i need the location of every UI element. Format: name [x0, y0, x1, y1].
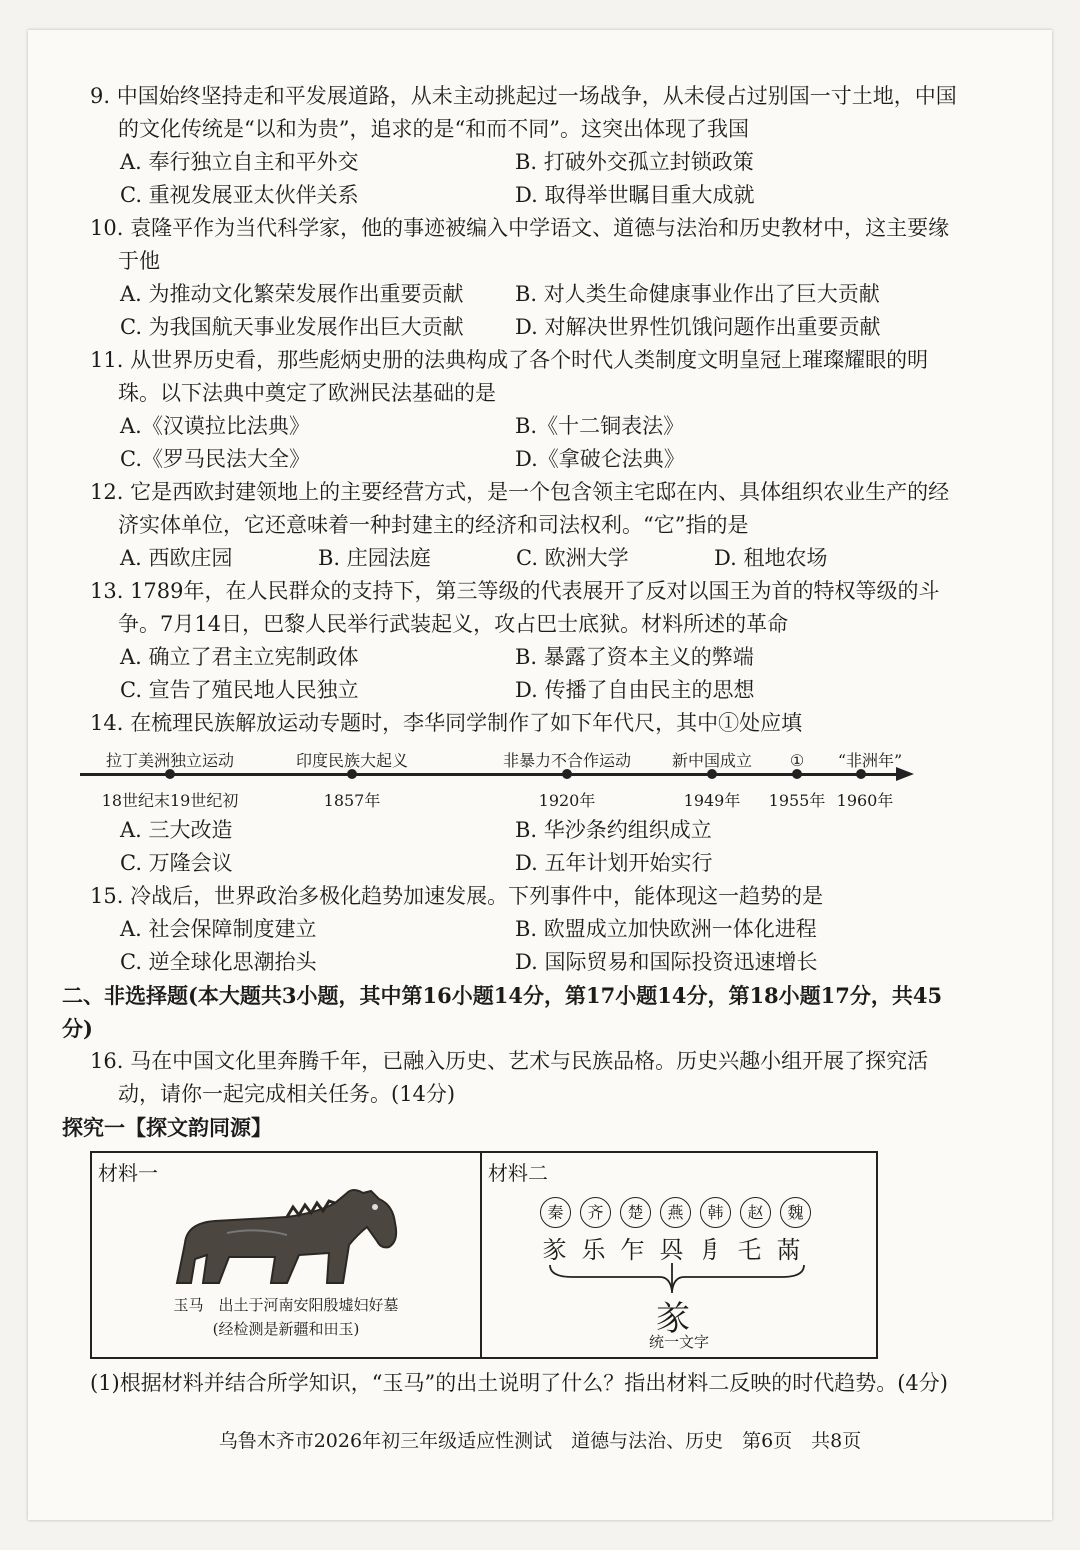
material-one-caption: [92, 1293, 480, 1341]
timeline-event: “非洲年”: [837, 751, 903, 770]
material-title: 材料一: [98, 1161, 158, 1185]
option-a: A.《汉谟拉比法典》: [120, 414, 310, 438]
option-b: B. 暴露了资本主义的弊端: [515, 645, 754, 669]
question-text: (1)根据材料并结合所学知识，“玉马”的出土说明了什么？指出材料二反映的时代趋势。(4分): [90, 1371, 948, 1395]
material-two: [482, 1153, 876, 1357]
option-d: D. 对解决世界性饥饿问题作出重要贡献: [515, 315, 881, 339]
glyph: 乇: [737, 1236, 762, 1264]
timeline-year: 1960年: [836, 791, 894, 810]
question-13: [90, 575, 970, 707]
options: [90, 278, 970, 344]
timeline-event: 印度民族大起义: [295, 751, 409, 770]
option-d: D. 取得举世瞩目重大成就: [515, 183, 755, 207]
question-10: [90, 212, 970, 344]
option-d: D. 传播了自由民主的思想: [515, 678, 755, 702]
question-text: 13. 1789年，在人民群众的支持下，第三等级的代表展开了反对以国王为首的特权等级的斗争。7月14日，巴黎人民举行武装起义，攻占巴士底狱。材料所述的革命: [90, 579, 940, 636]
merge-brace: [542, 1263, 812, 1293]
option-b: B. 对人类生命健康事业作出了巨大贡献: [515, 282, 880, 306]
option-c: C.《罗马民法大全》: [120, 447, 310, 471]
timeline-event: 非暴力不合作运动: [502, 751, 632, 770]
question-text: 9. 中国始终坚持走和平发展道路，从未主动挑起过一场战争，从未侵占过别国一寸土地，中国的文化传统是“以和为贵”，追求的是“和而不同”。这突出体现了我国: [90, 84, 957, 141]
state-name: 齐: [580, 1197, 611, 1228]
options: [90, 542, 970, 575]
glyph: 㐆: [698, 1236, 723, 1264]
options: [90, 913, 970, 979]
option-d: D. 租地农场: [714, 546, 828, 570]
question-text: 14. 在梳理民族解放运动专题时，李华同学制作了如下年代尺，其中①处应填: [90, 711, 803, 735]
question-text: 12. 它是西欧封建领地上的主要经营方式，是一个包含领主宅邸在内、具体组织农业生产的经济实体单位，它还意味着一种封建主的经济和司法权利。“它”指的是: [90, 480, 950, 537]
option-c: C. 宣告了殖民地人民独立: [120, 678, 359, 702]
glyph: 㒸: [542, 1236, 567, 1264]
question-16-1: [90, 1367, 970, 1400]
caption-line: (经检测是新疆和田玉): [212, 1320, 360, 1338]
jade-horse-image: [167, 1183, 407, 1291]
material-two-caption: 统一文字: [648, 1333, 709, 1351]
option-a: A. 三大改造: [120, 818, 233, 842]
unified-glyph: 㒸: [656, 1299, 690, 1339]
material-one: [92, 1153, 482, 1357]
timeline-year: 1920年: [538, 791, 596, 810]
option-a: A. 为推动文化繁荣发展作出重要贡献: [120, 282, 464, 306]
option-d: D.《拿破仑法典》: [515, 447, 685, 471]
timeline-year: 1949年: [683, 791, 741, 810]
question-9: [90, 80, 970, 212]
state-name: 韩: [700, 1197, 731, 1228]
material-title: 材料二: [488, 1161, 548, 1185]
option-c: C. 重视发展亚太伙伴关系: [120, 183, 359, 207]
glyph: 㒼: [776, 1236, 801, 1264]
option-a: A. 社会保障制度建立: [120, 917, 317, 941]
option-b: B. 打破外交孤立封锁政策: [515, 150, 754, 174]
question-text: 16. 马在中国文化里奔腾千年，已融入历史、艺术与民族品格。历史兴趣小组开展了探究活动，请你一起完成相关任务。(14分): [90, 1049, 929, 1106]
state-name: 赵: [740, 1197, 771, 1228]
question-16: [90, 1045, 970, 1111]
page-footer: 乌鲁木齐市2026年初三年级适应性测试 道德与法治、历史 第6页 共8页: [218, 1430, 862, 1452]
state-name: 楚: [620, 1197, 651, 1228]
option-b: B. 庄园法庭: [318, 546, 431, 570]
question-14: [90, 707, 970, 880]
options: [90, 814, 970, 880]
question-12: [90, 476, 970, 575]
timeline: [80, 744, 920, 810]
timeline-year: 1857年: [323, 791, 381, 810]
state-name: 燕: [660, 1197, 691, 1228]
option-c: C. 为我国航天事业发展作出巨大贡献: [120, 315, 464, 339]
state-name: 秦: [540, 1197, 571, 1228]
question-text: 10. 袁隆平作为当代科学家，他的事迹被编入中学语文、道德与法治和历史教材中，这主要缘于他: [90, 216, 950, 273]
question-text: 15. 冷战后，世界政治多极化趋势加速发展。下列事件中，能体现这一趋势的是: [90, 884, 824, 908]
options: [90, 146, 970, 212]
option-c: C. 万隆会议: [120, 851, 233, 875]
option-c: C. 逆全球化思潮抬头: [120, 950, 317, 974]
question-text: 11. 从世界历史看，那些彪炳史册的法典构成了各个时代人类制度文明皇冠上璀璨耀眼的明珠。以下法典中奠定了欧洲民法基础的是: [90, 348, 929, 405]
option-a: A. 确立了君主立宪制政体: [120, 645, 359, 669]
glyph: 㒷: [659, 1236, 684, 1264]
option-d: D. 五年计划开始实行: [515, 851, 713, 875]
option-d: D. 国际贸易和国际投资迅速增长: [515, 950, 818, 974]
options: [90, 641, 970, 707]
option-b: B. 欧盟成立加快欧洲一体化进程: [515, 917, 817, 941]
ancient-glyphs: [540, 1235, 803, 1265]
option-c: C. 欧洲大学: [516, 546, 629, 570]
option-a: A. 西欧庄园: [120, 546, 233, 570]
materials-box: [90, 1151, 878, 1359]
timeline-year: 18世纪末19世纪初: [101, 791, 239, 810]
timeline-event: 新中国成立: [671, 751, 753, 770]
state-circles: [540, 1197, 811, 1228]
timeline-year: 1955年: [768, 791, 826, 810]
options: [90, 410, 970, 476]
glyph: 乐: [581, 1236, 606, 1264]
glyph: 乍: [620, 1236, 645, 1264]
timeline-blank: ①: [789, 751, 805, 770]
option-a: A. 奉行独立自主和平外交: [120, 150, 359, 174]
timeline-event: 拉丁美洲独立运动: [105, 751, 235, 770]
state-name: 魏: [780, 1197, 811, 1228]
option-b: B. 华沙条约组织成立: [515, 818, 712, 842]
caption-line: 玉马 出土于河南安阳殷墟妇好墓: [173, 1296, 399, 1314]
exam-content: [62, 80, 970, 1400]
question-15: [90, 880, 970, 979]
section-heading: 二、非选择题(本大题共3小题，其中第16小题14分，第17小题14分，第18小题17分，共45分): [62, 983, 943, 1041]
option-b: B.《十二铜表法》: [515, 414, 685, 438]
question-11: [90, 344, 970, 476]
explore-heading: 探究一【探文韵同源】: [62, 1115, 272, 1140]
